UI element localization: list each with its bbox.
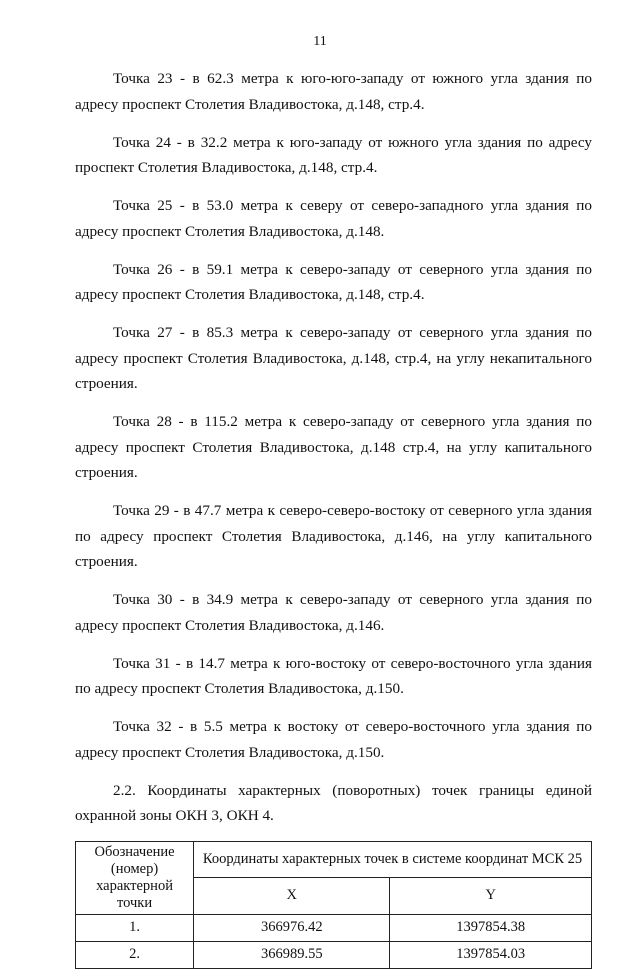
header-coordinate-system: Координаты характерных точек в системе координат МСК 25 — [194, 841, 592, 878]
table-row — [76, 941, 592, 968]
point-paragraph: Точка 30 - в 34.9 метра к северо-западу от северного угла здания по адресу проспект Столетия Владивостока, д.146. — [75, 591, 592, 634]
page-number: 11 — [313, 34, 327, 49]
cell-point-number: 1. — [76, 914, 194, 941]
cell-x: 366976.42 — [194, 914, 390, 941]
point-paragraph: Точка 28 - в 115.2 метра к северо-западу от северного угла здания по адресу проспект Столетия Владивостока, д.148 стр.4, на углу капитального строения. — [75, 413, 592, 481]
point-paragraph: Точка 26 - в 59.1 метра к северо-западу от северного угла здания по адресу проспект Столетия Владивостока, д.148, стр.4. — [75, 260, 592, 303]
cell-point-number: 2. — [76, 941, 194, 968]
point-paragraph: Точка 27 - в 85.3 метра к северо-западу от северного угла здания по адресу проспект Столетия Владивостока, д.148, стр.4, на углу некапитального строения. — [75, 324, 592, 392]
header-point-name: Обозначение (номер) характерной точки — [76, 841, 194, 914]
table-row — [76, 914, 592, 941]
header-x: X — [194, 878, 390, 915]
header-y: Y — [390, 878, 592, 915]
section-heading: 2.2. Координаты характерных (поворотных) точек границы единой охранной зоны ОКН 3, ОКН 4. — [75, 781, 592, 824]
document-body — [75, 66, 592, 969]
table-header-row — [76, 841, 592, 878]
point-paragraph: Точка 23 - в 62.3 метра к юго-юго-западу от южного угла здания по адресу проспект Столетия Владивостока, д.148, стр.4. — [75, 70, 592, 113]
cell-y: 1397854.38 — [390, 914, 592, 941]
point-paragraph: Точка 24 - в 32.2 метра к юго-западу от южного угла здания по адресу проспект Столетия Владивостока, д.148, стр.4. — [75, 133, 592, 176]
point-paragraph: Точка 32 - в 5.5 метра к востоку от северо-восточного угла здания по адресу проспект Столетия Владивостока, д.150. — [75, 718, 592, 761]
cell-y: 1397854.03 — [390, 941, 592, 968]
point-paragraph: Точка 25 - в 53.0 метра к северу от северо-западного угла здания по адресу проспект Столетия Владивостока, д.148. — [75, 197, 592, 240]
point-paragraph: Точка 29 - в 47.7 метра к северо-северо-востоку от северного угла здания по адресу проспект Столетия Владивостока, д.146, на углу капитального строения. — [75, 502, 592, 570]
point-paragraph: Точка 31 - в 14.7 метра к юго-востоку от северо-восточного угла здания по адресу проспект Столетия Владивостока, д.150. — [75, 654, 592, 697]
cell-x: 366989.55 — [194, 941, 390, 968]
